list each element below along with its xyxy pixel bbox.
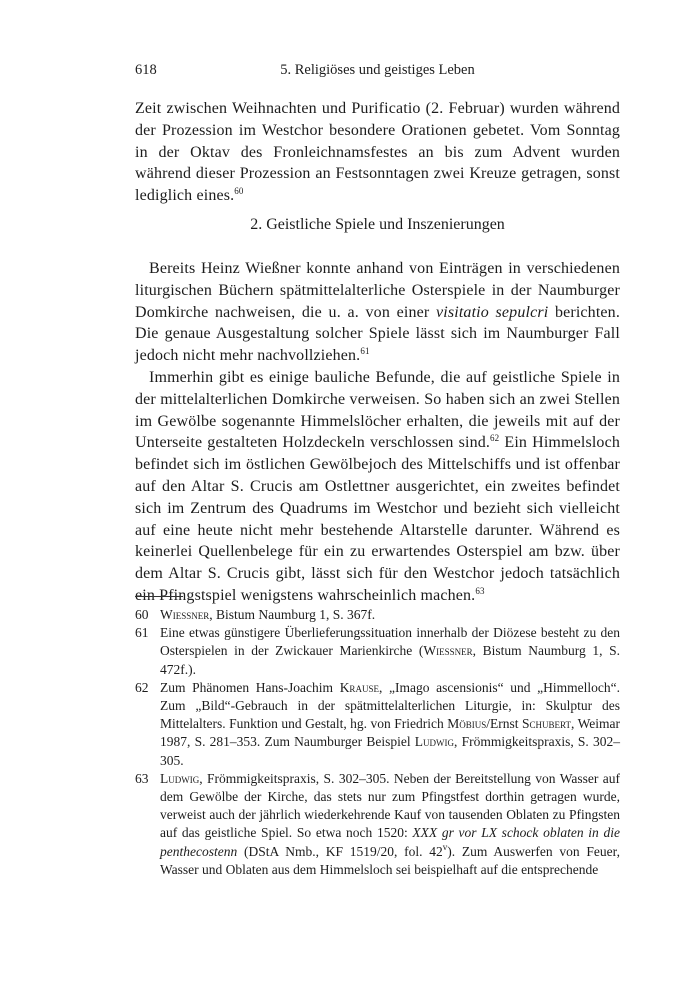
section-heading: 2. Geistliche Spiele und Inszenierungen xyxy=(250,216,505,233)
footnote-text: , Bistum Naumburg 1, S. 472f.). xyxy=(160,643,620,677)
author-name: Krause xyxy=(339,679,379,695)
footnote-text: , Weimar 1987, S. 281–353. Zum Naumburger Beispiel xyxy=(160,716,620,750)
paragraph-1 xyxy=(135,258,620,367)
paragraph-2 xyxy=(135,367,620,607)
chapter-title: 5. Religiöses und geistiges Leben xyxy=(280,62,475,78)
footnote-61 xyxy=(135,624,620,679)
author-name: Schubert xyxy=(522,716,571,732)
author-name: Ludwig xyxy=(414,734,455,750)
paragraph-text: Zeit zwischen Weihnachten und Purificatio (2. Februar) wurden während der Prozession im Westchor besondere Orationen gebetet. Vom Sonntag in der Oktav des Fronleichnamsfestes an bis zum Advent wurden während dieser Prozession an Festsonntagen zwei Kreuze getragen, sonst lediglich eines. xyxy=(135,100,620,205)
italic-quote: XXX gr vor LX schock oblaten in die penthecostenn xyxy=(160,825,620,859)
folio-verso-mark: v xyxy=(442,841,448,852)
author-name: Wiessner xyxy=(160,607,210,622)
paragraph-text: berichten. Die genaue Ausgestaltung solcher Spiele lässt sich im Naumburger Fall jedoch nicht mehr nachvollziehen. xyxy=(135,303,620,365)
footnote-number: 62 xyxy=(135,679,149,695)
author-name: Wiessner xyxy=(423,643,473,659)
footnote-ref: 62 xyxy=(490,433,500,444)
paragraph-text: Immerhin gibt es einige bauliche Befunde, die auf geistliche Spiele in der mittelalterlichen Domkirche verweisen. So haben sich an zwei Stellen im Gewölbe sogenannte Himmelslöcher erhalten, die jeweils mit auf der Unterseite gestalteten Holzdeckeln verschlossen sind. xyxy=(135,368,620,452)
footnote-text: Zum Phänomen Hans-Joachim xyxy=(160,679,340,695)
footnote-text: , Frömmigkeitspraxis, S. 302–305. Neben der Bereitstellung von Wasser auf dem Gewölbe der Kirche, das stets nur zum Pfingstfest dorthin getragen wurde, verweist auch der jährlich wiederkehrende Kauf von tausenden Oblaten zu Pfingsten auf das geistliche Spiel. So etwa noch 1520: xyxy=(160,770,620,841)
footnote-60 xyxy=(135,606,620,624)
footnote-number: 61 xyxy=(135,625,149,641)
footnote-text: , Bistum Naumburg 1, S. 367f. xyxy=(209,607,376,622)
text-block-main xyxy=(135,258,620,607)
author-name: Möbius xyxy=(447,716,487,732)
footnote-ref: 63 xyxy=(475,585,485,596)
page-number: 618 xyxy=(135,62,157,78)
paragraph-text: Bereits Heinz Wießner konnte anhand von Einträgen in verschiedenen liturgischen Büchern spätmittelalterliche Osterspiele in der Naumburger Domkirche nachweisen, die u. a. von einer xyxy=(135,260,620,321)
footnote-number: 63 xyxy=(135,770,149,786)
footnote-63 xyxy=(135,770,620,879)
footnote-ref: 60 xyxy=(234,186,244,197)
footnote-text: ). Zum Auswerfen von Feuer, Wasser und Oblaten aus dem Himmelsloch sei beispielhaft auf die entsprechende xyxy=(160,843,620,877)
paragraph-text: Ein Himmelsloch befindet sich im östlichen Gewölbejoch des Mittelschiffs und ist offenbar auf den Altar S. Crucis am Ostlettner ausgerichtet, ein zweites befindet sich im Zentrum des Quadrums im Westchor und bezieht sich vielleicht auf eine heute nicht mehr bestehende Altarstelle darunter. Während es keinerlei Quellenbelege für ein zu erwartendes Osterspiel am bzw. über dem Altar S. Crucis gibt, lässt sich für den Westchor jedoch tatsächlich ein Pfingstspiel wenigstens wahrscheinlich machen. xyxy=(135,434,620,604)
footnotes xyxy=(135,606,620,879)
footnote-text: /Ernst xyxy=(486,716,522,732)
author-name: Ludwig xyxy=(160,770,200,786)
footnote-number: 60 xyxy=(135,607,149,622)
footnote-ref: 61 xyxy=(360,346,370,357)
text-block-intro xyxy=(135,98,620,207)
footnote-62 xyxy=(135,679,620,770)
paragraph-intro xyxy=(135,98,620,207)
footnote-text: Eine etwas günstigere Überlieferungssituation innerhalb der Diözese besteht zu den Osterspielen in der Zwickauer Marienkirche ( xyxy=(160,625,620,659)
footnote-rule xyxy=(135,596,183,597)
footnote-text: (DStA Nmb., KF 1519/20, fol. 42 xyxy=(237,843,443,859)
footnote-text: , Frömmigkeitspraxis, S. 302–305. xyxy=(160,734,620,768)
footnote-text: , „Imago ascensionis“ und „Himmelloch“. Zum „Bild“-Gebrauch in der spätmittelalterlichen Liturgie, in: Skulptur des Mittelalters. Funktion und Gestalt, hg. von Friedrich xyxy=(160,679,620,732)
italic-term: visitatio sepulcri xyxy=(436,303,549,321)
